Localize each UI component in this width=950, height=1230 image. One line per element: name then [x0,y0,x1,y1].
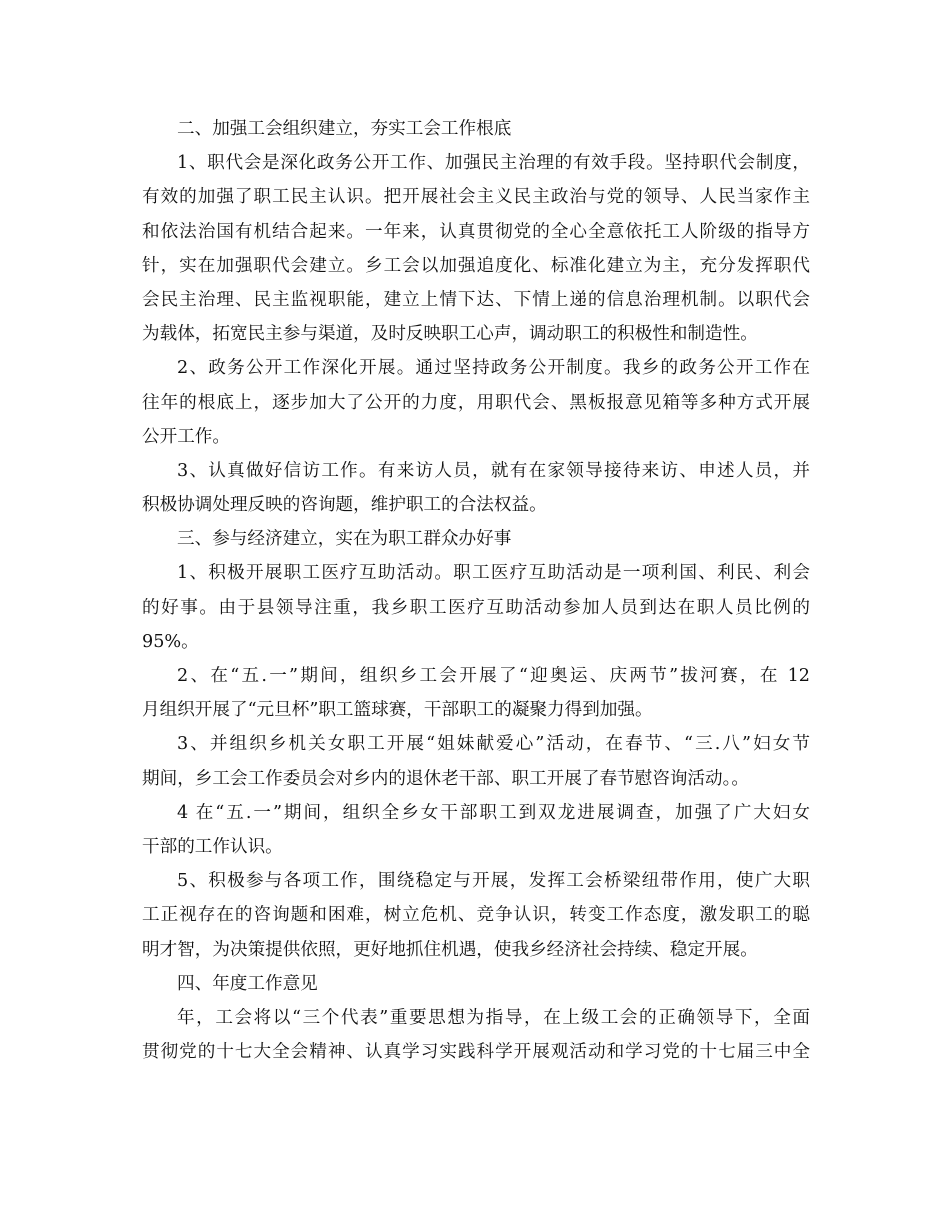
text-line: 和依法治国有机结合起来。一年来，认真贯彻党的全心全意依托工人阶级的指导方 [142,221,810,242]
text-line: 有效的加强了职工民主认识。把开展社会主义民主政治与党的领导、人民当家作主 [142,187,810,208]
text-line: 为载体，拓宽民主参与渠道，及时反映职工心声，调动职工的积极性和制造性。 [142,324,758,345]
text-line: 3、认真做好信访工作。有来访人员，就有在家领导接待来访、申述人员，并 [177,460,810,481]
text-line: 的好事。由于县领导注重，我乡职工医疗互助活动参加人员到达在职人员比例的 [142,597,810,618]
text-line: 工正视存在的咨询题和困难，树立危机、竞争认识，转变工作态度，激发职工的聪 [142,905,810,926]
text-line: 2、政务公开工作深化开展。通过坚持政务公开制度。我乡的政务公开工作在 [177,358,810,379]
document-body [142,112,810,1069]
text-line: 1、积极开展职工医疗互助活动。职工医疗互助活动是一项利国、利民、利会 [177,563,810,584]
text-line: 贯彻党的十七大全会精神、认真学习实践科学开展观活动和学习党的十七届三中全 [142,1042,810,1063]
text-line: 1、职代会是深化政务公开工作、加强民主治理的有效手段。坚持职代会制度， [177,153,810,174]
text-line: 公开工作。 [142,426,230,447]
text-line: 5、积极参与各项工作，围绕稳定与开展，发挥工会桥梁纽带作用，使广大职 [177,871,810,892]
text-line: 明才智，为决策提供依照，更好地抓住机遇，使我乡经济社会持续、稳定开展。 [142,939,758,960]
text-line: 年，工会将以“三个代表”重要思想为指导，在上级工会的正确领导下，全面 [177,1007,810,1028]
text-line: 往年的根底上，逐步加大了公开的力度，用职代会、黑板报意见箱等多种方式开展 [142,392,810,413]
text-line: 4 在“五.一”期间，组织全乡女干部职工到双龙进展调查，加强了广大妇女 [177,802,810,823]
text-line: 三、参与经济建立，实在为职工群众办好事 [177,529,512,550]
text-line: 3、并组织乡机关女职工开展“姐妹献爱心”活动，在春节、“三.八”妇女节 [177,734,810,755]
text-line: 四、年度工作意见 [177,973,318,994]
text-line: 干部的工作认识。 [142,836,283,857]
text-line: 95%。 [142,631,199,652]
text-line: 2、在“五.一”期间，组织乡工会开展了“迎奥运、庆两节”拔河赛，在 12 [177,666,810,686]
text-line: 二、加强工会组织建立，夯实工会工作根底 [177,119,512,139]
text-line: 月组织开展了“元旦杯”职工篮球赛，干部职工的凝聚力得到加强。 [142,700,653,721]
text-line: 针，实在加强职代会建立。乡工会以加强追度化、标准化建立为主，充分发挥职代 [142,255,810,276]
text-line: 积极协调处理反映的咨询题，维护职工的合法权益。 [142,495,547,516]
text-line: 会民主治理、民主监视职能，建立上情下达、下情上递的信息治理机制。以职代会 [142,289,810,310]
text-line: 期间，乡工会工作委员会对乡内的退休老干部、职工开展了春节慰咨询活动。。 [142,768,749,789]
